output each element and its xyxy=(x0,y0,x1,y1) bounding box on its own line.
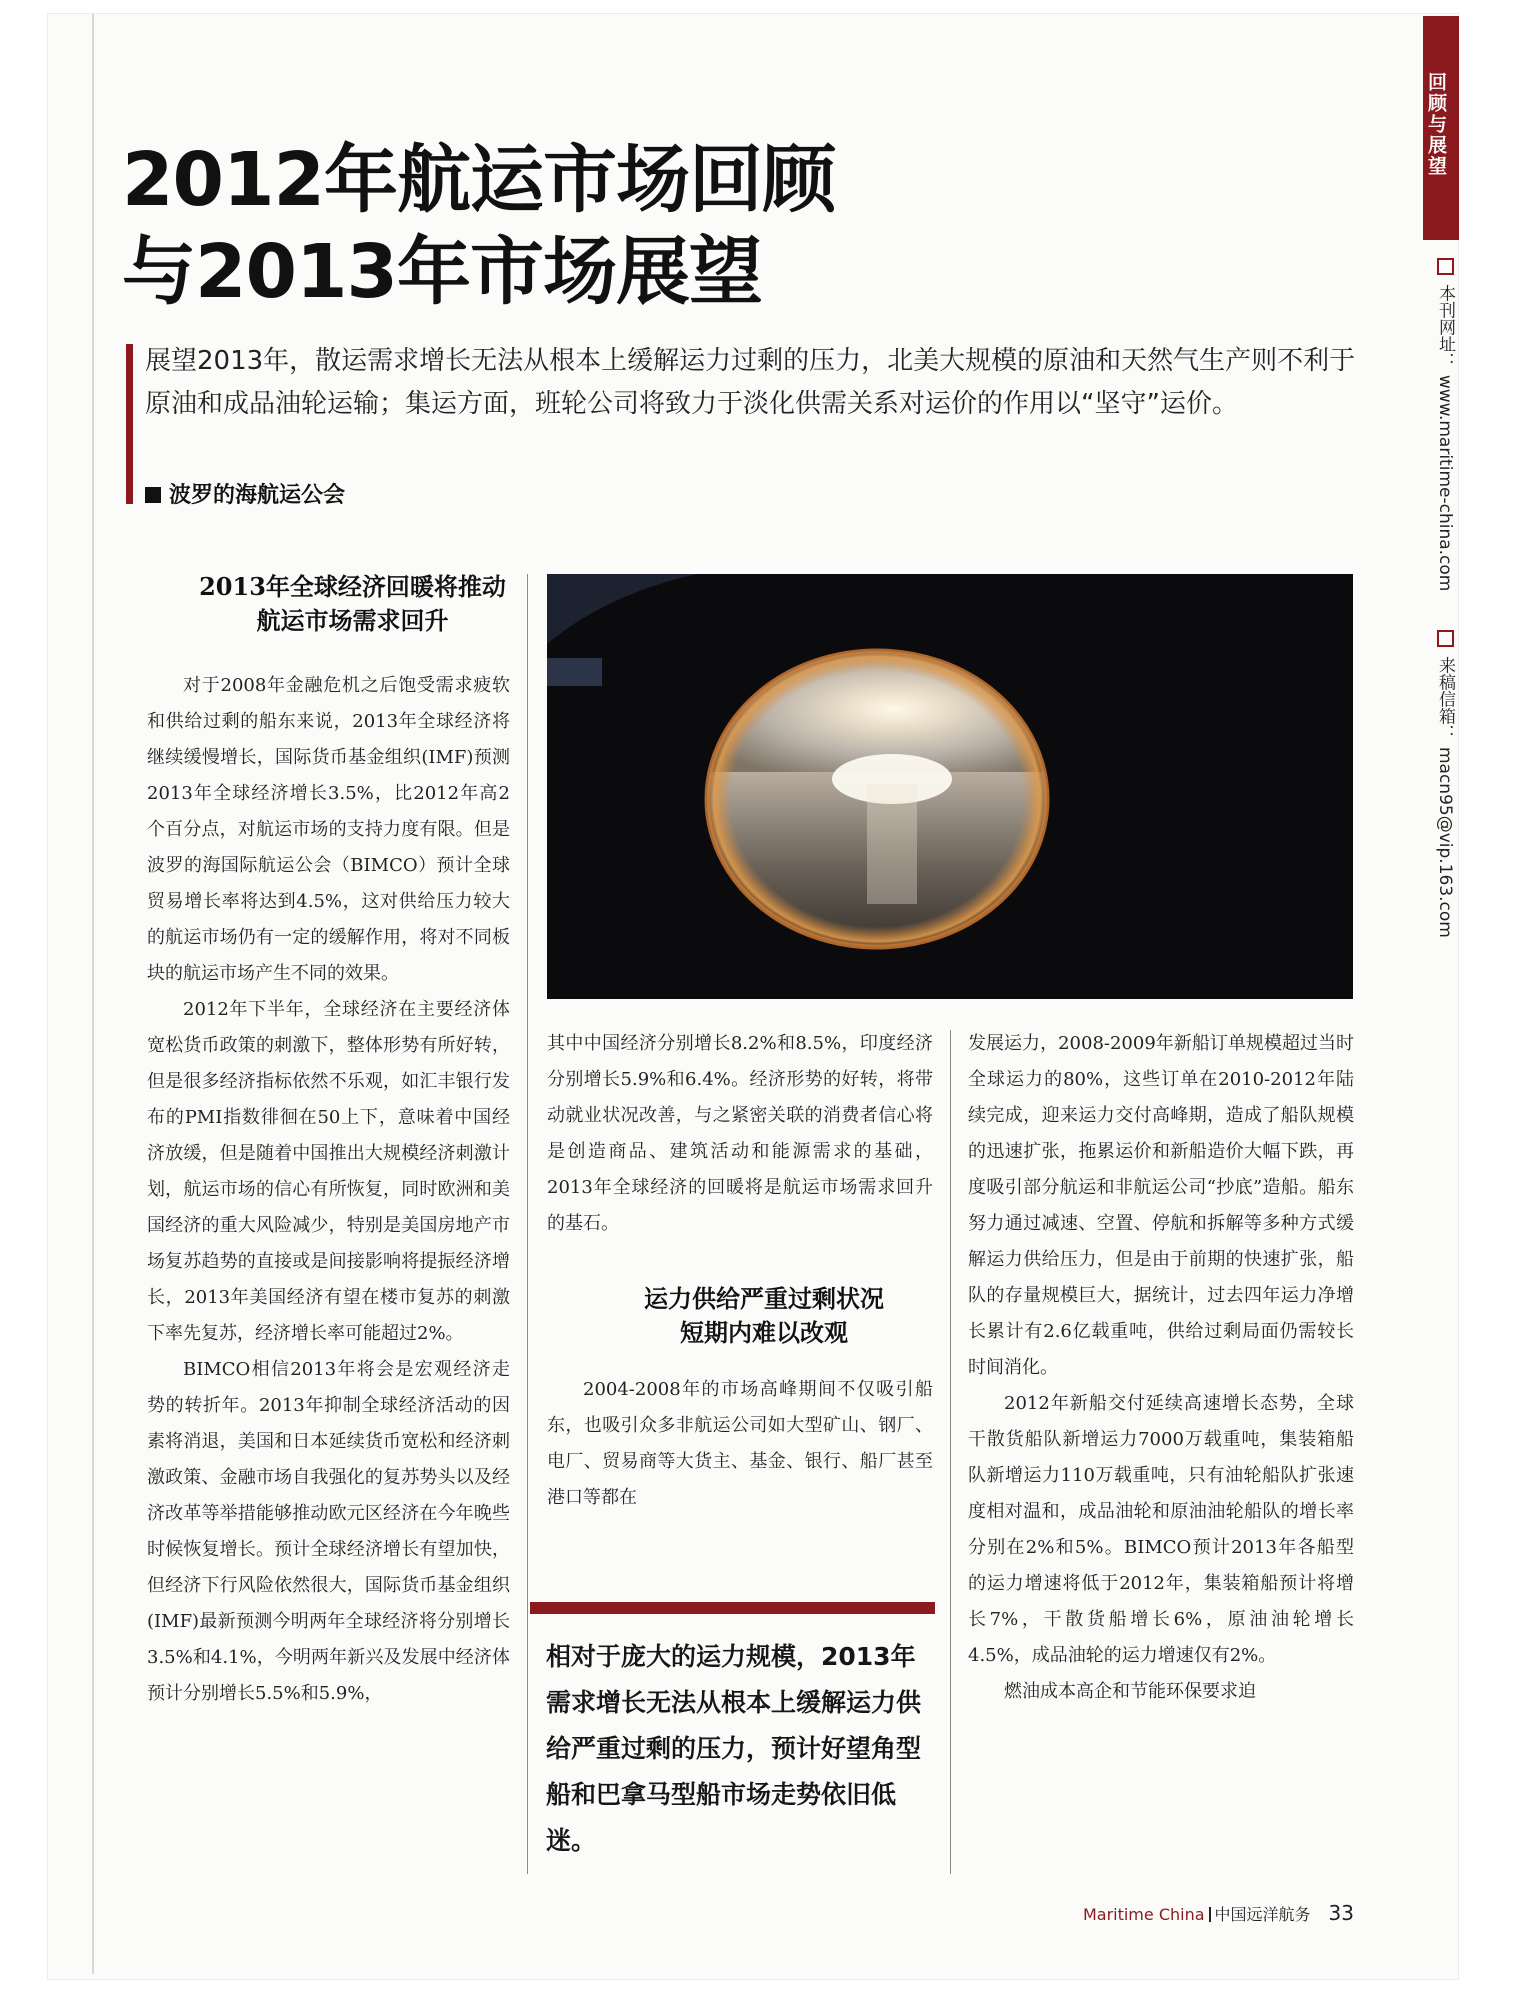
title-line-1: 2012年航运市场回顾 xyxy=(122,137,835,223)
footer-divider xyxy=(1209,1907,1211,1922)
paragraph: 2004-2008年的市场高峰期间不仅吸引船东，也吸引众多非航运公司如大型矿山、钢厂、电厂、贸易商等大货主、基金、银行、船厂甚至港口等都在 xyxy=(547,1379,933,1508)
paragraph: 其中中国经济分别增长8.2%和8.5%，印度经济分别增长5.9%和6.4%。经济形势的好转，将带动就业状况改善，与之紧密关联的消费者信心将是创造商品、建筑活动和能源需求的基础，2013年全球经济的回暖将是航运市场需求回升的基石。 xyxy=(547,1033,933,1234)
website-label: 本刊网址： xyxy=(1435,284,1455,370)
paragraph: BIMCO相信2013年将会是宏观经济走势的转折年。2013年抑制全球经济活动的因素将消退，美国和日本延续货币宽松和经济刺激政策、金融市场自我强化的复苏势头以及经济改革等举措能够推动欧元区经济在今年晚些时候恢复增长。预计全球经济增长有望加快，但经济下行风险依然很大，国际货币基金组织(IMF)最新预测今明两年全球经济将分别增长3.5%和4.1%，今明两年新兴及发展中经济体预计分别增长5.5%和5.9%， xyxy=(147,1359,510,1704)
email-link[interactable]: macn95@vip.163.com xyxy=(1435,746,1455,938)
website-link[interactable]: www.maritime-china.com xyxy=(1435,374,1455,592)
magazine-name-cn: 中国远洋航务 xyxy=(1214,1905,1311,1924)
square-icon xyxy=(1437,258,1454,275)
magazine-brand: Maritime China xyxy=(1082,1905,1205,1924)
paragraph: 2012年下半年，全球经济在主要经济体宽松货币政策的刺激下，整体形势有所好转，但是很多经济指标依然不乐观，如汇丰银行发布的PMI指数徘徊在50上下，意味着中国经济放缓，但是随着中国推出大规模经济刺激计划，航运市场的信心有所恢复，同时欧洲和美国经济的重大风险减少，特别是美国房地产市场复苏趋势的直接或是间接影响将提振经济增长，2013年美国经济有望在楼市复苏的刺激下率先复苏，经济增长率可能超过2%。 xyxy=(147,999,510,1344)
section-heading-2b: 短期内难以改观 xyxy=(680,1318,848,1347)
square-bullet-icon xyxy=(145,487,161,503)
porthole-sea-photo xyxy=(547,574,1353,999)
section-heading-2a: 运力供给严重过剩状况 xyxy=(644,1284,884,1313)
page-number: 33 xyxy=(1328,1901,1354,1925)
column-divider-1 xyxy=(527,574,528,1874)
square-icon xyxy=(1437,630,1454,647)
section-tab: 回顾与展望 xyxy=(1423,16,1459,240)
author-line xyxy=(145,478,345,509)
section-heading-1b: 航运市场需求回升 xyxy=(256,606,449,635)
column-1 xyxy=(147,570,510,1712)
column-divider-2 xyxy=(950,1030,951,1874)
paragraph: 对于2008年金融危机之后饱受需求疲软和供给过剩的船东来说，2013年全球经济将继续缓慢增长，国际货币基金组织(IMF)预测2013年全球经济增长3.5%，比2012年高2个百分点，对航运市场的支持力度有限。但是波罗的海国际航运公会（BIMCO）预计全球贸易增长率将达到4.5%，这对供给压力较大的航运市场仍有一定的缓解作用，将对不同板块的航运市场产生不同的效果。 xyxy=(147,675,510,984)
lead-paragraph: 展望2013年，散运需求增长无法从根本上缓解运力过剩的压力，北美大规模的原油和天然气生产则不利于原油和成品油轮运输；集运方面，班轮公司将致力于淡化供需关系对运价的作用以“坚守”运价。 xyxy=(145,346,1356,419)
title-line-2: 与2013年市场展望 xyxy=(122,229,762,315)
author-name: 波罗的海航运公会 xyxy=(169,483,346,508)
lead-accent-bar xyxy=(126,344,133,504)
article-title xyxy=(122,134,1122,318)
spine-fold-line xyxy=(92,14,94,1974)
paragraph: 2012年新船交付延续高速增长态势，全球干散货船队新增运力7000万载重吨，集装箱船队新增运力110万载重吨，只有油轮船队扩张速度相对温和，成品油轮和原油油轮船队的增长率分别在2%和5%。BIMCO预计2013年各船型的运力增速将低于2012年，集装箱船预计将增长7%，干散货船增长6%，原油油轮增长4.5%，成品油轮的运力增速仅有2%。 xyxy=(968,1393,1354,1666)
sidebar-contact-info xyxy=(1426,254,1458,938)
section-heading-1a: 2013年全球经济回暖将推动 xyxy=(199,572,506,601)
column-3 xyxy=(968,1026,1354,1710)
paragraph: 发展运力，2008-2009年新船订单规模超过当时全球运力的80%，这些订单在2010-2012年陆续完成，迎来运力交付高峰期，造成了船队规模的迅速扩张，拖累运价和新船造价大幅下跌，再度吸引部分航运和非航运公司“抄底”造船。船东努力通过减速、空置、停航和拆解等多种方式缓解运力供给压力，但是由于前期的快速扩张，船队的存量规模巨大，据统计，过去四年运力净增长累计有2.6亿载重吨，供给过剩局面仍需较长时间消化。 xyxy=(968,1033,1354,1378)
pullquote: 相对于庞大的运力规模，2013年需求增长无法从根本上缓解运力供给严重过剩的压力，预计好望角型船和巴拿马型船市场走势依旧低迷。 xyxy=(546,1642,922,1855)
pullquote-accent-bar xyxy=(530,1602,935,1614)
page-footer xyxy=(1083,1901,1354,1925)
email-label: 来稿信箱： xyxy=(1435,656,1455,742)
paragraph: 燃油成本高企和节能环保要求迫 xyxy=(1004,1681,1256,1702)
column-2 xyxy=(547,1026,933,1516)
